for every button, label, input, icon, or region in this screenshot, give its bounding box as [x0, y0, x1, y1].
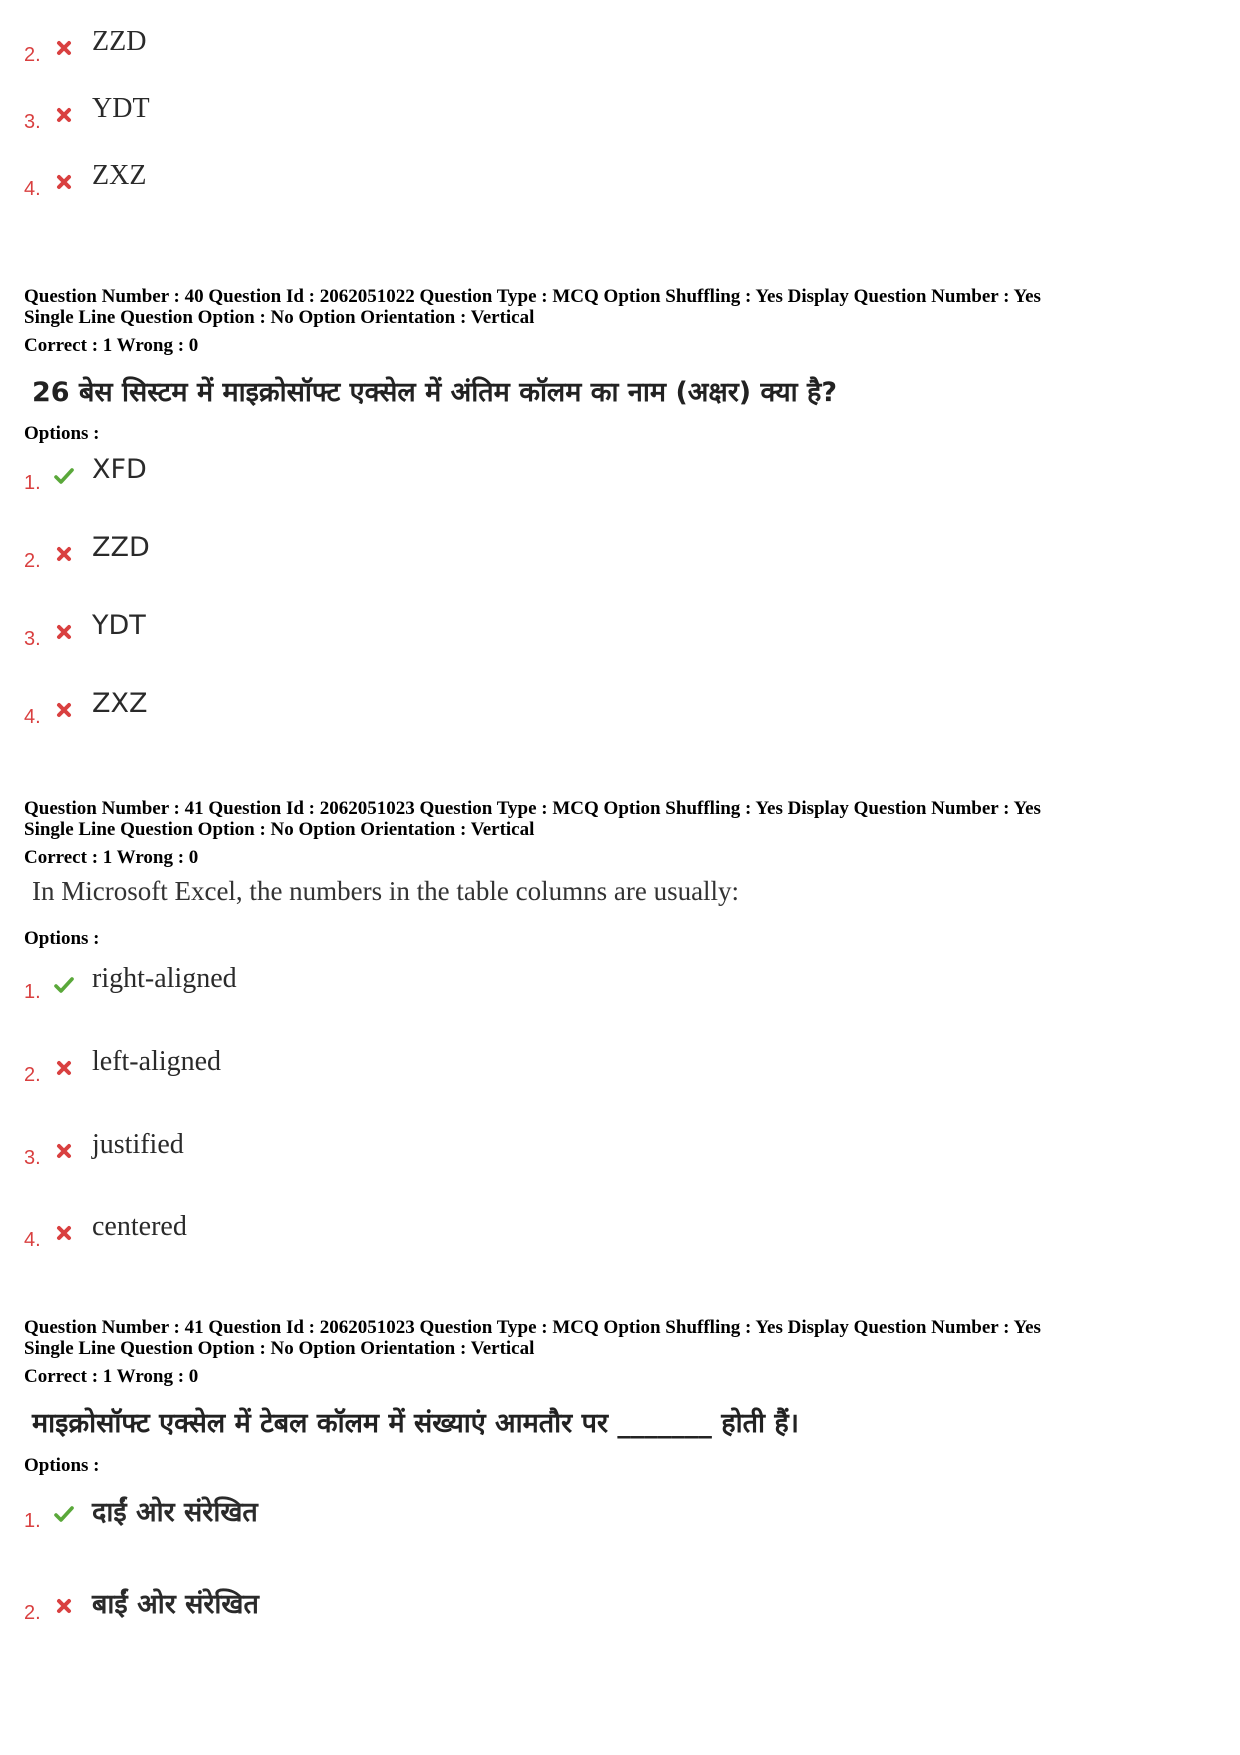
options-label: Options : [24, 423, 100, 444]
meta-line-1: Question Number : 41 Question Id : 2062051023 Question Type : MCQ Option Shuffling : Yes Display Question Number : Yes [24, 798, 1041, 819]
option-text: right-aligned [92, 963, 237, 994]
score-line: Correct : 1 Wrong : 0 [24, 1366, 199, 1387]
options-label: Options : [24, 1455, 100, 1476]
meta-line-2: Single Line Question Option : No Option Orientation : Vertical [24, 307, 535, 328]
cross-icon [54, 105, 74, 125]
options-label: Options : [24, 928, 100, 949]
cross-icon [54, 1058, 74, 1078]
option-number: 4. [24, 178, 41, 200]
option-number: 1. [24, 1510, 41, 1532]
option-text: ZZD [92, 26, 147, 57]
score-line: Correct : 1 Wrong : 0 [24, 335, 199, 356]
cross-icon [54, 622, 74, 642]
check-icon [54, 466, 74, 486]
option-number: 3. [24, 1147, 41, 1169]
option-text: दाईं ओर संरेखित [92, 1497, 258, 1528]
question-text: In Microsoft Excel, the numbers in the table columns are usually: [32, 876, 740, 906]
check-icon [54, 1504, 74, 1524]
score-line: Correct : 1 Wrong : 0 [24, 847, 199, 868]
option-text: left-aligned [92, 1046, 222, 1077]
meta-line-2: Single Line Question Option : No Option Orientation : Vertical [24, 819, 535, 840]
question-meta [24, 1317, 1041, 1359]
question-meta [24, 798, 1041, 840]
cross-icon [54, 1141, 74, 1161]
cross-icon [54, 544, 74, 564]
option-number: 1. [24, 472, 41, 494]
cross-icon [54, 38, 74, 58]
option-number: 2. [24, 1602, 41, 1624]
option-number: 3. [24, 111, 41, 133]
option-number: 2. [24, 1064, 41, 1086]
option-text: ZZD [92, 532, 150, 563]
meta-line-1: Question Number : 41 Question Id : 2062051023 Question Type : MCQ Option Shuffling : Yes Display Question Number : Yes [24, 1317, 1041, 1338]
option-text: justified [92, 1129, 184, 1160]
option-number: 3. [24, 628, 41, 650]
option-number: 2. [24, 44, 41, 66]
question-text: 26 बेस सिस्टम में माइक्रोसॉफ्ट एक्सेल में अंतिम कॉलम का नाम (अक्षर) क्या है? [32, 377, 838, 408]
cross-icon [54, 1596, 74, 1616]
cross-icon [54, 1223, 74, 1243]
option-text: centered [92, 1211, 187, 1242]
option-number: 2. [24, 550, 41, 572]
option-text: YDT [92, 610, 146, 641]
meta-line-2: Single Line Question Option : No Option Orientation : Vertical [24, 1338, 535, 1359]
option-number: 1. [24, 981, 41, 1003]
meta-line-1: Question Number : 40 Question Id : 2062051022 Question Type : MCQ Option Shuffling : Yes Display Question Number : Yes [24, 286, 1041, 307]
cross-icon [54, 172, 74, 192]
option-text: YDT [92, 93, 150, 124]
option-text: XFD [92, 454, 147, 485]
cross-icon [54, 700, 74, 720]
question-meta [24, 286, 1041, 328]
option-number: 4. [24, 706, 41, 728]
check-icon [54, 975, 74, 995]
option-number: 4. [24, 1229, 41, 1251]
question-text: माइक्रोसॉफ्ट एक्सेल में टेबल कॉलम में संख्याएं आमतौर पर _______ होती हैं। [32, 1408, 799, 1439]
option-text: ZXZ [92, 688, 148, 719]
option-text: बाईं ओर संरेखित [92, 1589, 259, 1620]
option-text: ZXZ [92, 160, 147, 191]
